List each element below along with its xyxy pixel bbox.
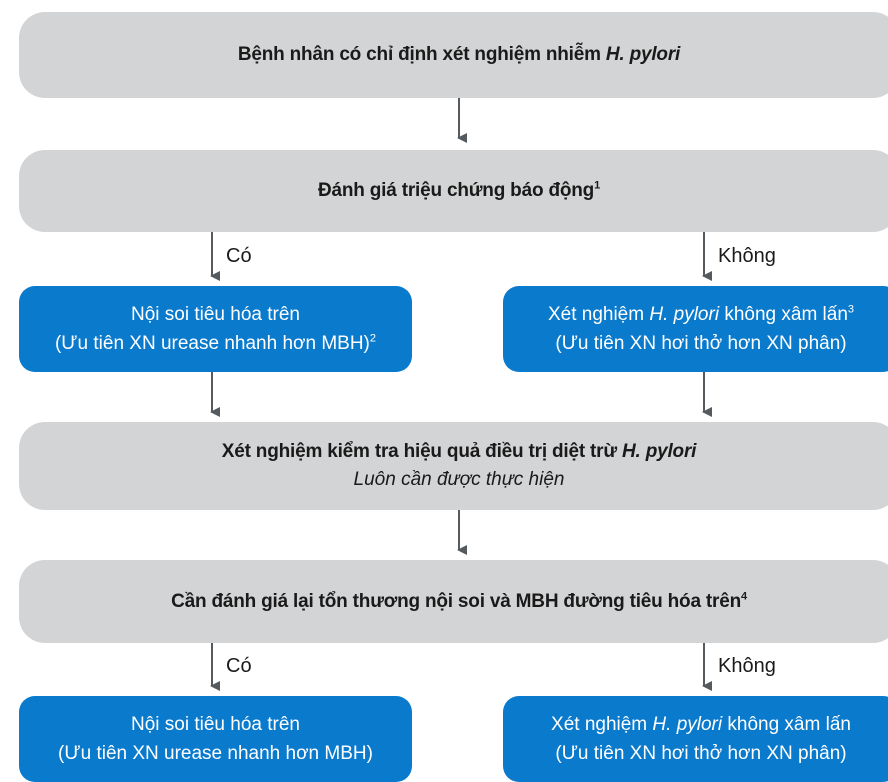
label-yes-1: Có <box>226 245 252 267</box>
node-start <box>19 12 888 98</box>
node-test-subtext: Luôn cần được thực hiện <box>353 469 565 490</box>
node-endoscopy-2-line1: Nội soi tiêu hóa trên <box>131 714 300 735</box>
node-noninvasive-2-line2: (Ưu tiên XN hơi thở hơn XN phân) <box>555 743 847 764</box>
node-noninvasive-2-line1 <box>551 710 851 739</box>
footnote-1: 1 <box>594 179 600 192</box>
node-noninvasive-2-em: H. pylori <box>652 714 723 735</box>
node-test-text <box>222 441 696 463</box>
node-noninvasive-2-post: không xâm lấn <box>722 714 851 735</box>
node-noninvasive-2-pre: Xét nghiệm <box>551 714 653 735</box>
node-reassess <box>19 560 888 643</box>
node-test-of-cure <box>19 422 888 510</box>
label-no-1: Không <box>718 245 776 267</box>
node-endoscopy-1-line2-wrap <box>55 329 376 358</box>
node-start-text-pre: Bệnh nhân có chỉ định xét nghiệm nhiễm <box>237 44 606 65</box>
node-alarm-label: Đánh giá triệu chứng báo động <box>318 180 595 201</box>
node-alarm <box>19 150 888 232</box>
footnote-3: 3 <box>847 303 855 316</box>
node-alarm-text <box>318 180 600 202</box>
node-noninvasive-1-em: H. pylori <box>649 304 720 325</box>
node-noninvasive-1-line2: (Ưu tiên XN hơi thở hơn XN phân) <box>555 333 847 354</box>
node-endoscopy-1-line1: Nội soi tiêu hóa trên <box>131 304 300 325</box>
node-test-text-em: H. pylori <box>622 441 697 462</box>
label-no-2: Không <box>718 655 776 677</box>
node-start-text-em: H. pylori <box>605 44 681 65</box>
node-endoscopy-2 <box>19 696 412 782</box>
footnote-2: 2 <box>369 332 377 345</box>
node-endoscopy-1 <box>19 286 412 372</box>
node-noninvasive-1-pre: Xét nghiệm <box>547 304 650 325</box>
node-noninvasive-1-post: không xâm lấn <box>719 304 848 325</box>
node-noninvasive-2 <box>503 696 888 782</box>
node-reassess-label: Cần đánh giá lại tổn thương nội soi và MBH đường tiêu hóa trên <box>171 590 741 612</box>
node-noninvasive-1-line1 <box>548 300 854 329</box>
node-noninvasive-1 <box>503 286 888 372</box>
footnote-4: 4 <box>741 590 747 603</box>
node-reassess-text <box>171 591 747 613</box>
label-yes-2: Có <box>226 655 252 677</box>
node-start-text <box>238 44 680 66</box>
node-endoscopy-2-line2: (Ưu tiên XN urease nhanh hơn MBH) <box>58 743 373 764</box>
node-test-text-pre: Xét nghiệm kiểm tra hiệu quả điều trị diệt trừ <box>221 441 623 462</box>
node-endoscopy-1-line2: (Ưu tiên XN urease nhanh hơn MBH) <box>54 333 370 354</box>
